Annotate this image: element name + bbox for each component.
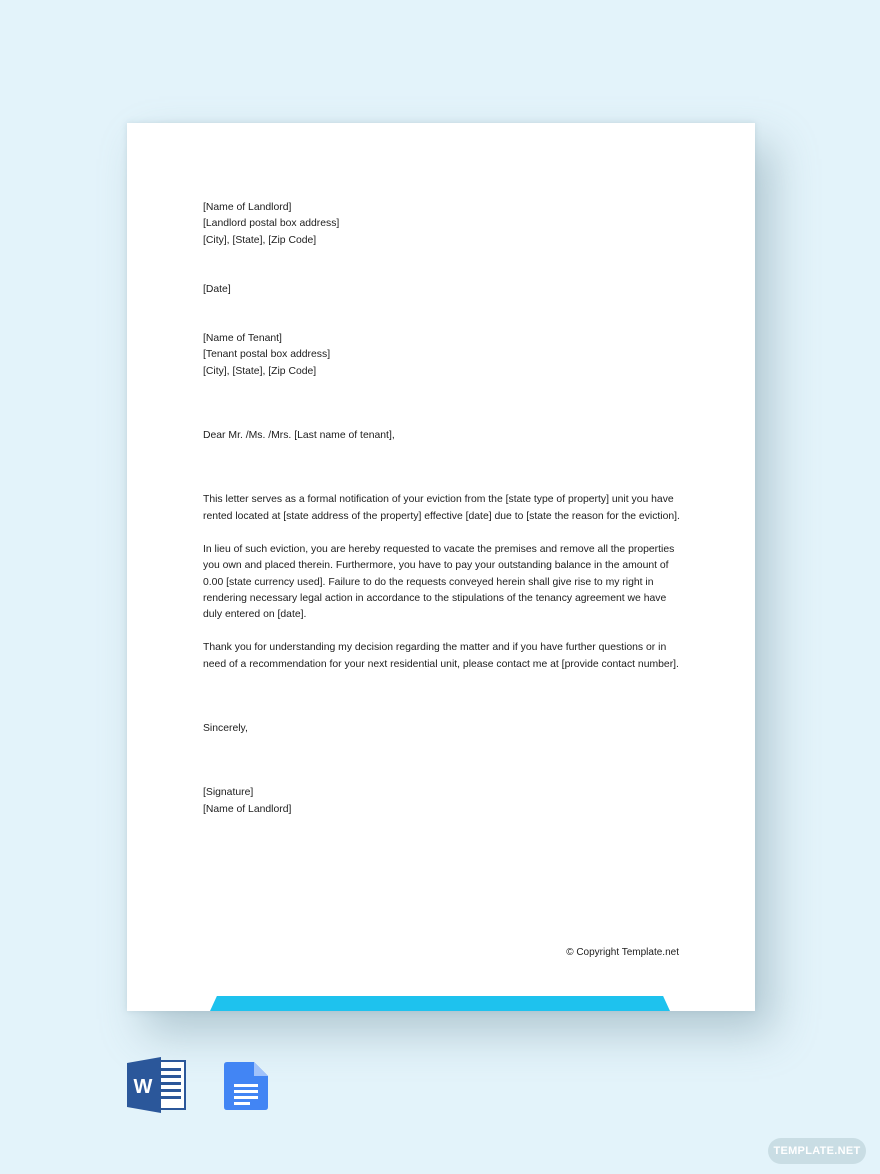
copyright-notice: © Copyright Template.net xyxy=(566,947,679,958)
tenant-address-block xyxy=(203,331,681,380)
letter-document xyxy=(127,123,755,1011)
tenant-city-line: [City], [State], [Zip Code] xyxy=(203,365,317,377)
landlord-address-block xyxy=(203,200,681,249)
microsoft-word-icon[interactable] xyxy=(127,1057,187,1113)
footer-accent-bar xyxy=(210,996,670,1011)
landlord-address: [Landlord postal box address] xyxy=(203,218,340,230)
tenant-name: [Name of Tenant] xyxy=(203,333,282,345)
signer-name: [Name of Landlord] xyxy=(203,803,292,815)
landlord-name: [Name of Landlord] xyxy=(203,202,292,213)
letter-body xyxy=(203,200,681,818)
svg-text:W: W xyxy=(133,1076,153,1098)
closing: Sincerely, xyxy=(203,723,248,735)
tenant-address: [Tenant postal box address] xyxy=(203,349,331,361)
signature-line: [Signature] xyxy=(203,787,254,799)
letter-date: [Date] xyxy=(203,283,231,295)
landlord-city-line: [City], [State], [Zip Code] xyxy=(203,234,317,246)
paragraph-notice: This letter serves as a formal notification of your eviction from the [state type of property] unit you have rented located at [state address of the property] effective [date] due to [state the reason for the eviction]. xyxy=(203,494,680,522)
template-net-badge[interactable]: TEMPLATE.NET xyxy=(768,1138,866,1164)
paragraph-requests: In lieu of such eviction, you are hereby requested to vacate the premises and remove all the properties you own and placed therein. Furthermore, you have to pay your outstanding balance in the amount of 0.00 [state currency used]. Failure to do the requests conveyed herein shall give rise to my right in rendering necessary legal action in accordance to the stipulations of the tenancy agreement we have duly entered on [date]. xyxy=(203,543,675,621)
salutation: Dear Mr. /Ms. /Mrs. [Last name of tenant], xyxy=(203,430,395,442)
paragraph-thanks: Thank you for understanding my decision regarding the matter and if you have further questions or in need of a recommendation for your next residential unit, please contact me at [provide contact number]. xyxy=(203,642,679,670)
google-docs-icon[interactable] xyxy=(224,1062,268,1110)
